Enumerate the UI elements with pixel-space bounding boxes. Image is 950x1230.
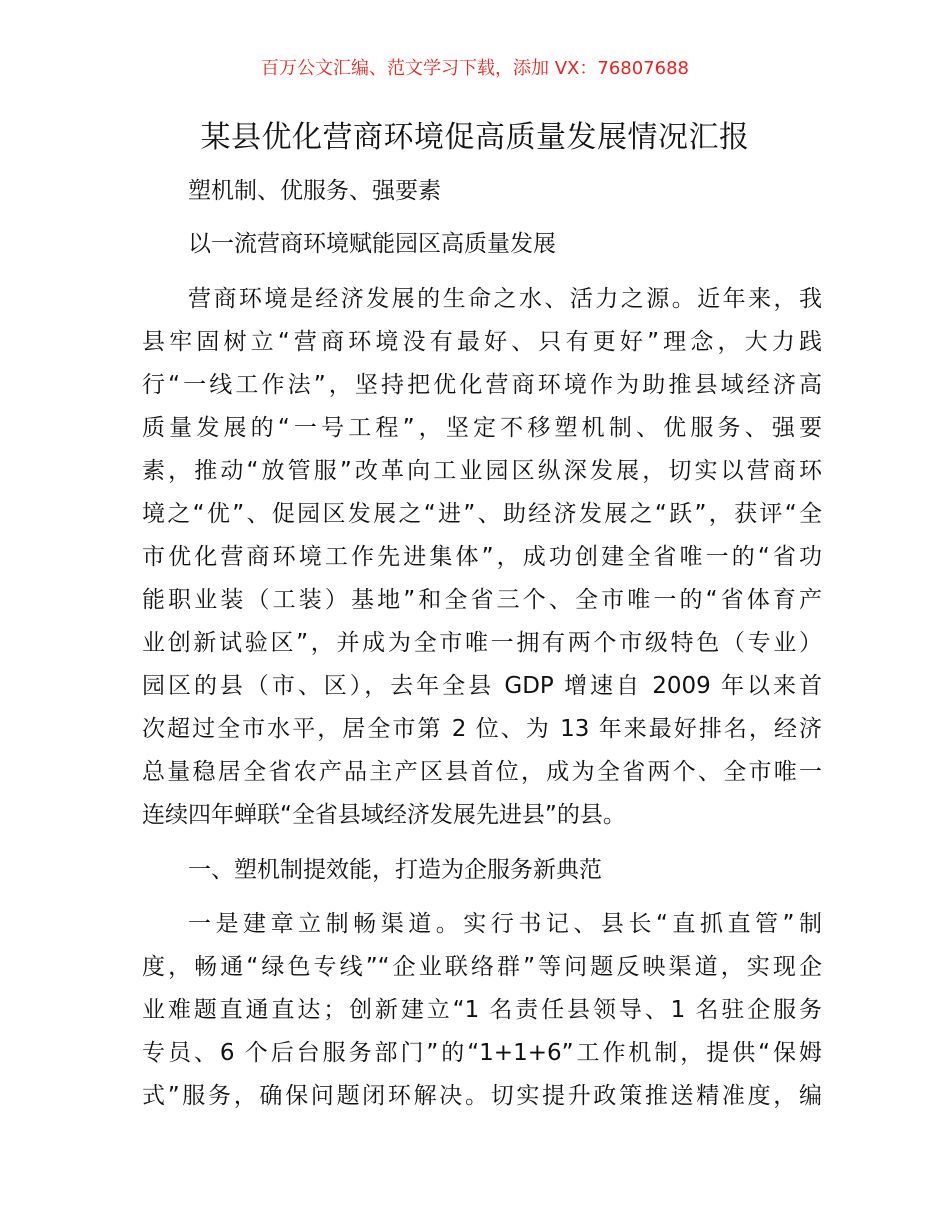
- section-heading-1: 一、塑机制提效能，打造为企服务新典范: [188, 857, 602, 883]
- paragraph-line: 连续四年蝉联“全省县域经济发展先进县”的县。: [142, 802, 626, 828]
- subtitle-line-2: 以一流营商环境赋能园区高质量发展: [188, 231, 556, 257]
- paragraph-line: 业创新试验区”，并成为全市唯一拥有两个市级特色（专业）: [142, 630, 822, 656]
- paragraph-line: 总量稳居全省农产品主产区县首位，成为全省两个、全市唯一: [142, 759, 822, 785]
- paragraph-line: 度，畅通“绿色专线”“企业联络群”等问题反映渠道，实现企: [142, 954, 822, 980]
- paragraph-line: 业难题直通直达；创新建立“1 名责任县领导、1 名驻企服务: [142, 997, 822, 1023]
- paragraph-line: 境之“优”、促园区发展之“进”、助经济发展之“跃”，获评“全: [142, 501, 822, 527]
- document-title: 某县优化营商环境促高质量发展情况汇报: [200, 120, 750, 155]
- subtitle-line-1: 塑机制、优服务、强要素: [188, 178, 441, 204]
- paragraph-line: 专员、6 个后台服务部门”的“1+1+6”工作机制，提供“保姆: [142, 1040, 822, 1066]
- paragraph-line: 素，推动“放管服”改革向工业园区纵深发展，切实以营商环: [142, 458, 822, 484]
- paragraph-line: 质量发展的“一号工程”，坚定不移塑机制、优服务、强要: [142, 415, 822, 441]
- paragraph-line: 营商环境是经济发展的生命之水、活力之源。近年来，我: [188, 286, 822, 312]
- watermark-text: 百万公文汇编、范文学习下载，添加 VX：76807688: [261, 58, 689, 79]
- paragraph-line: 行“一线工作法”，坚持把优化营商环境作为助推县域经济高: [142, 372, 822, 398]
- paragraph-line: 能职业装（工装）基地”和全省三个、全市唯一的“省体育产: [142, 587, 822, 613]
- paragraph-line: 次超过全市水平，居全市第 2 位、为 13 年来最好排名，经济: [142, 716, 822, 742]
- paragraph-line: 一是建章立制畅渠道。实行书记、县长“直抓直管”制: [188, 911, 822, 937]
- paragraph-line: 县牢固树立“营商环境没有最好、只有更好”理念，大力践: [142, 329, 822, 355]
- paragraph-line: 园区的县（市、区），去年全县 GDP 增速自 2009 年以来首: [142, 673, 822, 699]
- paragraph-line: 式”服务，确保问题闭环解决。切实提升政策推送精准度，编: [142, 1083, 822, 1109]
- paragraph-line: 市优化营商环境工作先进集体”，成功创建全省唯一的“省功: [142, 544, 822, 570]
